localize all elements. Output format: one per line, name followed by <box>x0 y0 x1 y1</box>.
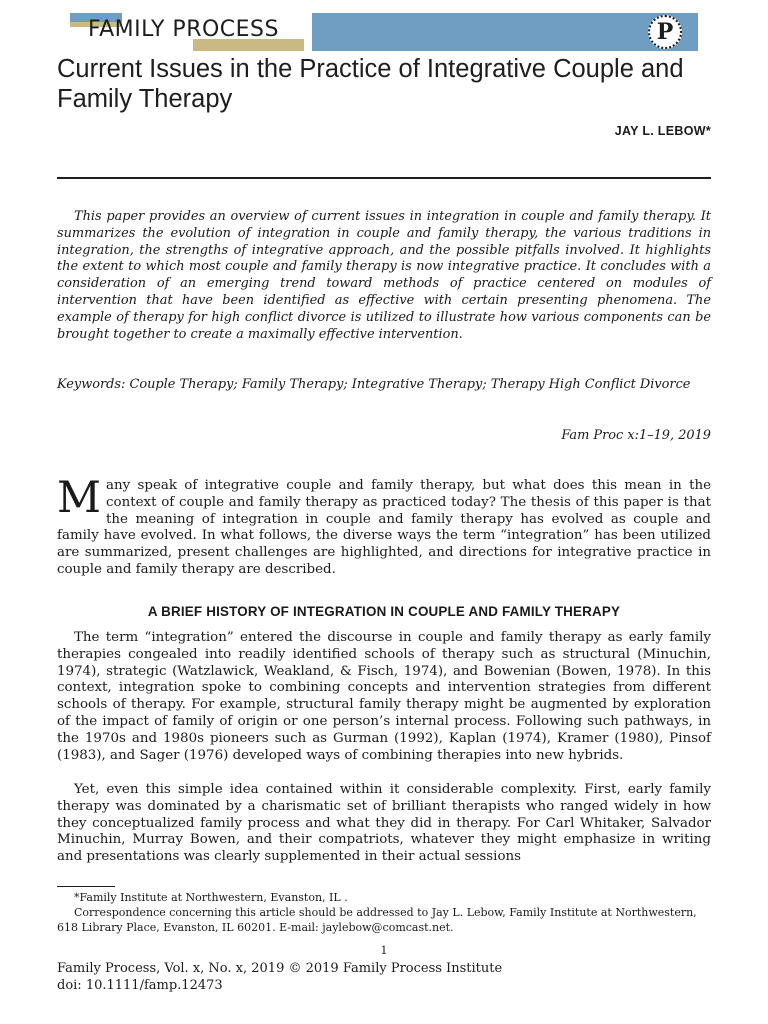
body-paragraph-1: The term “integration” entered the discourse in couple and family therapy as early family therapies congealed into readily identified schools of therapy such as structural (Minuchin, 1974), strategic (Watzlawick, Weakland, & Fisch, 1974), and Bowenian (Bowen, 1978). In this context, integration spoke to combining concepts and intervention strategies from different schools of therapy. For example, structural family therapy might be augmented by exploration of the impact of family of origin or one person’s internal process. Following such pathways, in the 1970s and 1980s pioneers such as Gurman (1992), Kaplan (1974), Kramer (1980), Pinsof (1983), and Sager (1976) developed ways of combining therapies into new hybrids. <box>57 630 711 763</box>
doi: doi: 10.1111/famp.12473 <box>57 978 223 993</box>
article-title: Current Issues in the Practice of Integrative Couple and Family Therapy <box>57 55 684 113</box>
abstract: This paper provides an overview of current issues in integration in couple and family therapy. It summarizes the evolution of integration in couple and family therapy, the various traditions in integration, the strengths of integrative approach, and the possible pitfalls involved. It highlights the extent to which most couple and family therapy is now integrative practice. It concludes with a consideration of an emerging trend toward methods of practice centered on modules of intervention that have been identified as effective with certain presenting phenomena. The example of therapy for high conflict divorce is utilized to illustrate how various components can be brought together to create a maximally effective intervention. <box>57 209 711 342</box>
citation: Fam Proc x:1–19, 2019 <box>561 428 711 443</box>
introduction-text: any speak of integrative couple and family therapy, but what does this mean in the context of couple and family therapy as practiced today? The thesis of this paper is that the meaning of integration in couple and family therapy has evolved as couple and family have evolved. In what follows, the diverse ways the term “integration” has been utilized are summarized, present challenges are highlighted, and directions for integrative practice in couple and family therapy are described. <box>57 478 711 577</box>
article-author: JAY L. LEBOW* <box>614 124 711 138</box>
title-divider <box>57 177 711 179</box>
footnote-correspondence: Correspondence concerning this article should be addressed to Jay L. Lebow, Family Institute at Northwestern, 618 Library Place, Evanston, IL 60201. E-mail: jaylebow@comcast.net. <box>57 906 697 934</box>
drop-cap: M <box>57 473 102 523</box>
keywords: Keywords: Couple Therapy; Family Therapy; Integrative Therapy; Therapy High Conflict Divorce <box>57 377 691 392</box>
page-number: 1 <box>380 944 388 957</box>
introduction-paragraph <box>57 473 711 579</box>
masthead-blue-band <box>312 13 698 51</box>
body-paragraph-2: Yet, even this simple idea contained within it considerable complexity. First, early family therapy was dominated by a charismatic set of brilliant therapists who ranged widely in how they conceptualized family process and what they did in therapy. For Carl Whitaker, Salvador Minuchin, Murray Bowen, and their compatriots, whatever they might emphasize in writing and presentations was clearly supplemented in their actual sessions <box>57 782 711 865</box>
section-heading: A BRIEF HISTORY OF INTEGRATION IN COUPLE AND FAMILY THERAPY <box>147 604 621 619</box>
journal-logo-letter: P <box>656 19 674 45</box>
journal-info: Family Process, Vol. x, No. x, 2019 © 2019 Family Process Institute <box>57 961 503 976</box>
footnote-affiliation: *Family Institute at Northwestern, Evanston, IL . <box>74 891 348 904</box>
journal-logo-icon <box>648 15 682 49</box>
journal-masthead <box>0 0 768 60</box>
footnote-divider <box>57 886 115 887</box>
journal-name: FAMILY PROCESS <box>88 17 279 42</box>
